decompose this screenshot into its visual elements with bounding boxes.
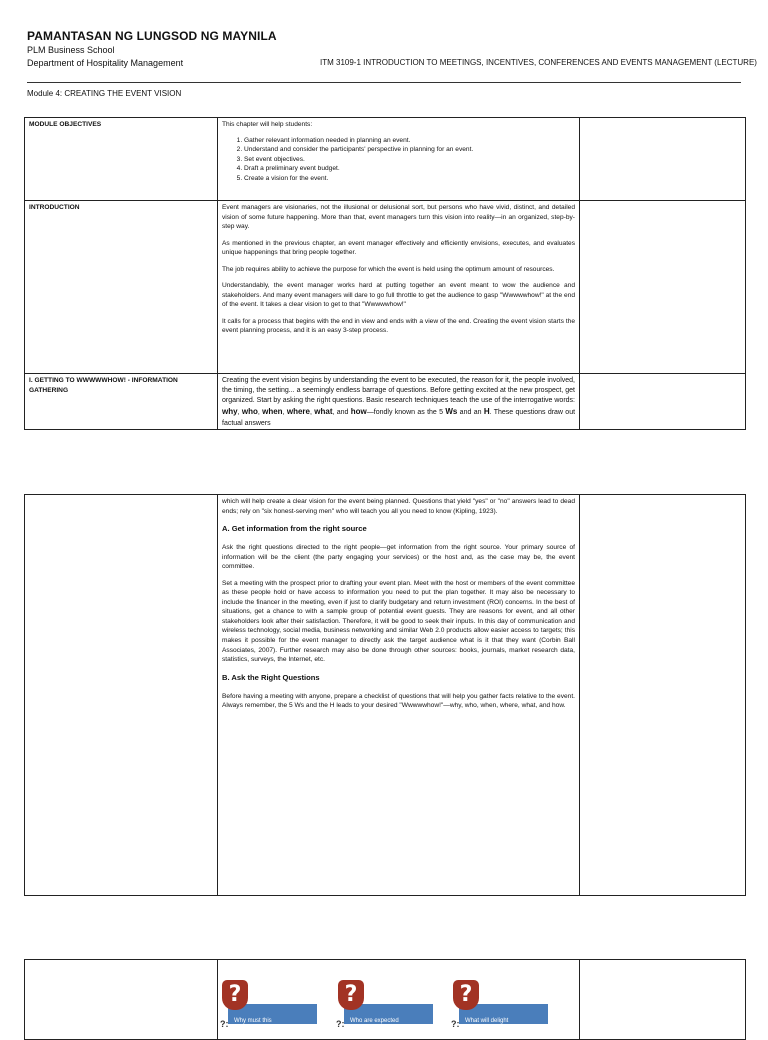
module-table-page1 bbox=[24, 117, 746, 430]
table-row bbox=[25, 960, 746, 1040]
continuation-paragraph: Set a meeting with the prospect prior to drafting your event plan. Meet with the host or members of the event committee as these people hold or have access to information you need to put the plan together. It may also be necessary to include the financer in the meeting, even if just to clarify budgetary and return investment (ROI) concerns. In the best of situations, get a chance to with a sample group of potential event guests. They are reasons for event, and all other stakeholders look after their satisfaction. Therefore, it will be good to seek their inputs. In this day of communication and wireless technology, social media, business networking and similar Web 2.0 products allow easier access to targets; this makes it possible for the event manager to directly ask the target audience what is it that they want (Corbin Ball Associates, 2007). Further research may also be done through other sources: books, journals, market research data, statistics, surveys, the Internet, etc. bbox=[222, 579, 575, 664]
continuation-paragraph: which will help create a clear vision for the event being planned. Questions that yield "yes" or "no" answers lead to dead ends; rely on "six honest-serving men" who will teach you all you need to know (Kipling, 1923). bbox=[222, 498, 575, 515]
question-card bbox=[336, 980, 433, 1029]
gathering-content bbox=[218, 374, 580, 430]
introduction-paragraph: The job requires ability to achieve the purpose for which the event is held using the optimum amount of resources. bbox=[222, 265, 555, 273]
question-card-text: Why must this bbox=[234, 1018, 272, 1024]
module-table-page2 bbox=[24, 494, 746, 896]
table-row bbox=[25, 495, 746, 896]
notes-cell bbox=[580, 374, 746, 430]
introduction-paragraph: It calls for a process that begins with the end in view and ends with a view of the end. Creating the event vision starts the event planning process, and it is an easy 3-step process. bbox=[222, 317, 575, 335]
question-card bbox=[220, 980, 317, 1029]
question-card-text: What will delight bbox=[465, 1018, 509, 1024]
question-card-text: Who are expected bbox=[350, 1018, 399, 1024]
question-mark-icon: ? bbox=[222, 980, 248, 1010]
school-name: PAMANTASAN NG LUNGSOD NG MAYNILA bbox=[27, 29, 277, 43]
department-name: Department of Hospitality Management bbox=[27, 58, 184, 68]
introduction-paragraph: Event managers are visionaries, not the illusional or delusional sort, but persons who have vivid, distinct, and detailed vision of some future happening. More than that, event managers turn this vision into reality—in an organized, step-by-step way. bbox=[222, 204, 575, 231]
notes-cell bbox=[580, 201, 746, 374]
subheading-b: B. Ask the Right Questions bbox=[222, 672, 320, 682]
objectives-list bbox=[222, 136, 575, 184]
gathering-paragraph: Creating the event vision begins by understanding the event to be executed, the reason for it, the people involved, the timing, the setting... a seemingly endless barrage of questions. Before getting excited at the new prospect, get organized. Start by asking the right questions. Basic research techniques teach the use of the interrogative words: why, who, when, where, what, and how—fondly known as the 5 Ws and an H. These questions draw out factual answers bbox=[222, 377, 575, 426]
objectives-intro: This chapter will help students: bbox=[222, 121, 313, 128]
list-item: 4. Draft a preliminary event budget. bbox=[244, 164, 575, 174]
list-item: 1. Gather relevant information needed in planning an event. bbox=[244, 136, 575, 146]
table-row bbox=[25, 201, 746, 374]
question-prefix: ?: bbox=[336, 1019, 345, 1029]
question-graphic bbox=[218, 960, 579, 1029]
module-title: Module 4: CREATING THE EVENT VISION bbox=[27, 89, 182, 98]
blank-label-cell bbox=[25, 495, 218, 896]
notes-cell bbox=[580, 118, 746, 201]
question-prefix: ?: bbox=[451, 1019, 460, 1029]
objectives-label: MODULE OBJECTIVES bbox=[25, 118, 218, 201]
continuation-paragraph: Before having a meeting with anyone, prepare a checklist of questions that will help you gather facts relative to the event. Always remember, the 5 Ws and the H leads to your desired "Wwwwwhow!"—why, who, when, where, what, and how. bbox=[222, 692, 575, 710]
table-row bbox=[25, 118, 746, 201]
question-card bbox=[451, 980, 548, 1029]
header-divider bbox=[27, 82, 741, 83]
module-table-page3 bbox=[24, 959, 746, 1040]
table-row bbox=[25, 374, 746, 430]
list-item: 3. Set event objectives. bbox=[244, 155, 575, 165]
introduction-label: INTRODUCTION bbox=[25, 201, 218, 374]
question-prefix: ?: bbox=[220, 1019, 229, 1029]
course-title: ITM 3109-1 INTRODUCTION TO MEETINGS, INCENTIVES, CONFERENCES AND EVENTS MANAGEMENT (LECTURE) bbox=[320, 58, 757, 67]
question-mark-icon: ? bbox=[338, 980, 364, 1010]
notes-cell bbox=[580, 960, 746, 1040]
question-mark-icon: ? bbox=[453, 980, 479, 1010]
introduction-paragraph: As mentioned in the previous chapter, an event manager effectively and efficiently envisions, executes, and evaluates unique happenings that bring people together. bbox=[222, 239, 575, 257]
question-graphic-cell bbox=[218, 960, 580, 1040]
continuation-paragraph: Ask the right questions directed to the right people—get information from the right source. Your primary source of information will be the client (the party engaging your services) or the host and, as the case may be, the event committee. bbox=[222, 544, 575, 571]
blank-label-cell bbox=[25, 960, 218, 1040]
continuation-content bbox=[218, 495, 580, 896]
list-item: 2. Understand and consider the participants' perspective in planning for an event. bbox=[244, 145, 575, 155]
objectives-content bbox=[218, 118, 580, 201]
gathering-label: I. GETTING TO WWWWWHOW! - INFORMATION GATHERING bbox=[25, 374, 218, 430]
list-item: 5. Create a vision for the event. bbox=[244, 174, 575, 184]
introduction-paragraph: Understandably, the event manager works hard at putting together an event meant to wow the audience and stakeholders. And many event managers will dare to go full throttle to get the audience to gasp "Wwwwwhow!" at the end of the event. It takes a clear vision to get to that "Wwwwwhow!" bbox=[222, 282, 575, 309]
notes-cell bbox=[580, 495, 746, 896]
subheading-a: A. Get information from the right source bbox=[222, 524, 367, 534]
introduction-content bbox=[218, 201, 580, 374]
business-school-name: PLM Business School bbox=[27, 45, 115, 55]
